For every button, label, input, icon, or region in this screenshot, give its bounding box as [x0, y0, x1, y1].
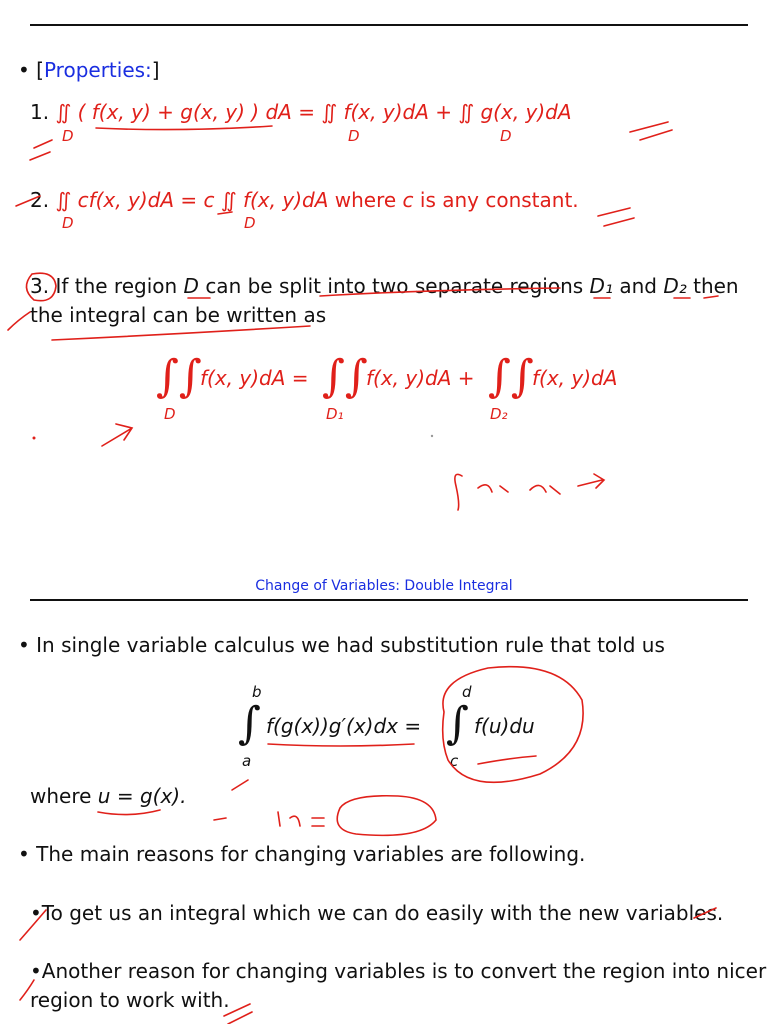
circle-gprime [337, 796, 436, 836]
property-3-then: then [693, 274, 739, 298]
substitution-lhs: f(g(x))g′(x)dx = [266, 714, 422, 738]
bullet-nicer-region-text: Another reason for changing variables is to convert the region into nicer [41, 959, 767, 983]
underline-integral-written [52, 326, 310, 340]
underline-substitution [268, 744, 414, 746]
arrow-mark [102, 424, 132, 446]
bullet: • [18, 633, 30, 657]
hand-fx [478, 485, 560, 494]
underline-p2-c [218, 212, 232, 214]
property-1-sub-d2: D [348, 127, 360, 145]
substitution-rhs: f(u)du [474, 714, 535, 738]
dot-mark-1 [33, 437, 36, 440]
formula-3-sub-D1: D₁ [326, 405, 344, 423]
property-3-D: D [183, 274, 199, 298]
limit-b: b [252, 683, 262, 701]
formula-3-part2: f(x, y)dA + [366, 366, 475, 390]
bullet-nicer-region [30, 959, 766, 983]
tick-p2-right [598, 208, 634, 226]
property-3-number: 3. [30, 274, 50, 298]
double-integral-symbol-1: ∫∫ [156, 351, 202, 402]
property-1-sub-d3: D [500, 127, 512, 145]
property-1-eq: = [298, 100, 315, 124]
slide-title: Change of Variables: Double Integral [255, 578, 513, 594]
where-text: where [30, 784, 92, 808]
bullet-reasons [18, 842, 585, 866]
property-1 [30, 100, 572, 124]
tick-p1-left [30, 140, 52, 160]
bullet: • [30, 959, 42, 983]
bullet: • [18, 842, 30, 866]
property-1-lhs: ∬ ( f(x, y) + g(x, y) ) dA [55, 100, 292, 124]
integral-symbol-right: ∫ [446, 698, 469, 749]
formula-3-part1: f(x, y)dA = [200, 366, 309, 390]
bracket-close: ] [151, 58, 160, 82]
hand-arrow [578, 474, 604, 488]
property-3-D2: D₂ [663, 274, 687, 298]
formula-3-sub-D2: D₂ [490, 405, 508, 423]
property-2-rest: is any constant. [419, 188, 579, 212]
bullet-easy-integral [30, 901, 723, 925]
property-1-number: 1. [30, 100, 50, 124]
property-3-text-a: If the region [55, 274, 178, 298]
double-integral-symbol-2: ∫∫ [322, 351, 368, 402]
formula-3-sub-D: D [164, 405, 176, 423]
dot-mark-2 [431, 435, 433, 437]
property-2-c: c [402, 188, 414, 212]
bullet: • [18, 58, 30, 82]
bullet: • [30, 901, 42, 925]
bullet-reasons-text: The main reasons for changing variables are following. [36, 842, 586, 866]
properties-heading: Properties: [43, 58, 152, 82]
limit-a: a [242, 752, 252, 770]
bullet-substitution-text: In single variable calculus we had substitution rule that told us [36, 633, 665, 657]
properties-heading-line [18, 58, 160, 82]
property-1-sub-d1: D [62, 127, 74, 145]
property-3-line2: the integral can be written as [30, 303, 327, 327]
bracket-open: [ [36, 58, 44, 82]
property-2 [30, 188, 579, 212]
integral-symbol-left: ∫ [238, 698, 261, 749]
property-2-number: 2. [30, 188, 50, 212]
property-2-sub-d2: D [244, 214, 256, 232]
property-3-line1 [30, 274, 739, 298]
property-3-D1: D₁ [589, 274, 613, 298]
property-3-text-b: can be split into two separate regions [205, 274, 584, 298]
where-equation: u = g(x). [97, 784, 187, 808]
where-line [30, 784, 186, 808]
hand-integral [455, 474, 462, 510]
hand-du-eq [214, 812, 324, 826]
underline-where [98, 810, 160, 815]
limit-d: d [462, 683, 472, 701]
check-3 [8, 312, 30, 330]
tick-p1-right [630, 122, 672, 140]
property-2-where: where [334, 188, 397, 212]
bullet-nicer-region-line2: region to work with. [30, 988, 230, 1012]
bullet-substitution [18, 633, 665, 657]
bullet-easy-integral-text: To get us an integral which we can do easily with the new variables. [41, 901, 724, 925]
limit-c: c [450, 752, 459, 770]
middle-rule [30, 599, 748, 601]
property-1-rhs: ∬ f(x, y)dA + ∬ g(x, y)dA [321, 100, 572, 124]
underline-du [478, 756, 536, 764]
top-rule [30, 24, 748, 26]
underline-p1 [96, 126, 272, 130]
property-3-and: and [619, 274, 657, 298]
double-integral-symbol-3: ∫∫ [488, 351, 534, 402]
tick-lhs [232, 780, 248, 790]
property-2-sub-d1: D [62, 214, 74, 232]
formula-3-part3: f(x, y)dA [532, 366, 618, 390]
property-2-formula: ∬ cf(x, y)dA = c ∬ f(x, y)dA [55, 188, 329, 212]
